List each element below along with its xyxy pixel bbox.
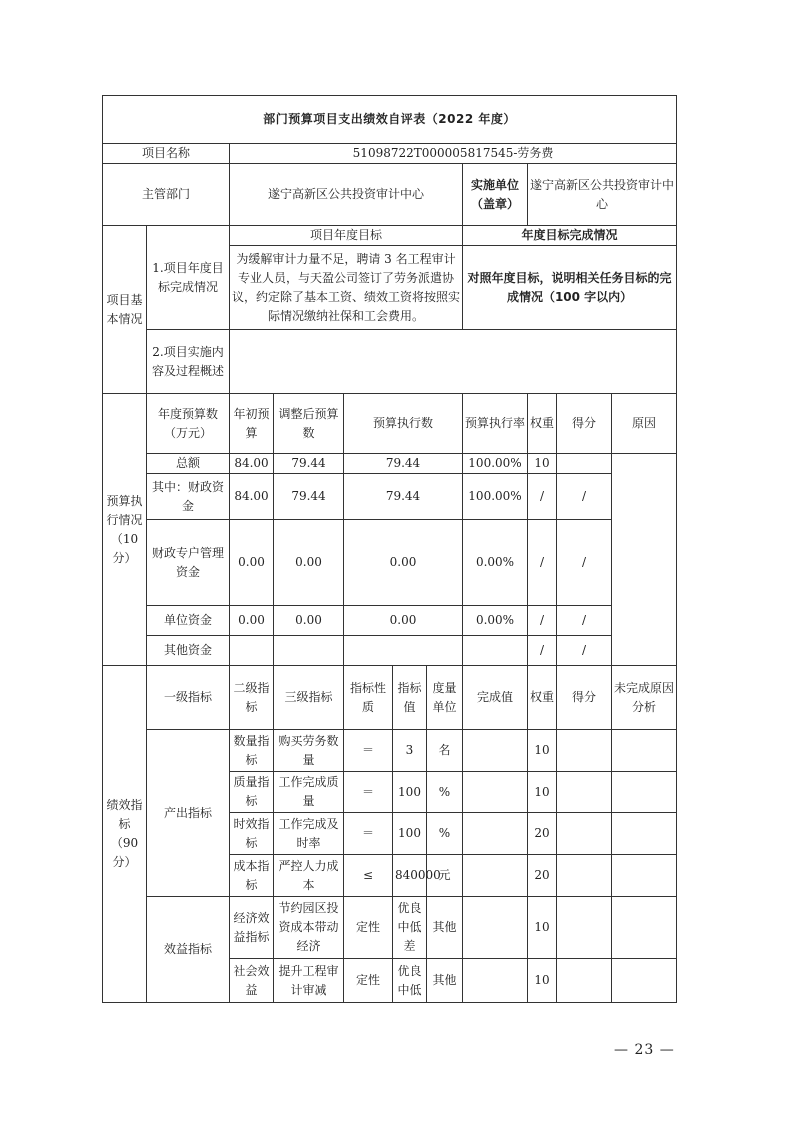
- indicator-unit: %: [427, 772, 463, 813]
- indicator-nature: 定性: [344, 959, 393, 1003]
- dept-label: 主管部门: [103, 164, 230, 226]
- indicator-unit: 其他: [427, 959, 463, 1003]
- budget-header: 预算执行率: [463, 394, 528, 454]
- level2-indicator: 成本指标: [230, 855, 274, 897]
- budget-adjusted: 79.44: [274, 454, 344, 474]
- level3-indicator: 提升工程审计审减: [274, 959, 344, 1003]
- budget-adjusted: 0.00: [274, 606, 344, 636]
- indicator-done: [463, 897, 528, 959]
- indicator-score: [557, 897, 612, 959]
- budget-executed: 79.44: [344, 454, 463, 474]
- perf-header: 度量单位: [427, 666, 463, 730]
- indicator-weight: 10: [528, 959, 557, 1003]
- budget-row-label: 其他资金: [147, 636, 230, 666]
- budget-weight: /: [528, 520, 557, 606]
- indicator-nature: 定性: [344, 897, 393, 959]
- budget-score: /: [557, 636, 612, 666]
- budget-weight: 10: [528, 454, 557, 474]
- indicator-value: 优良中低差: [393, 897, 427, 959]
- implementation-summary-value: [230, 330, 677, 394]
- impl-unit-value: 遂宁高新区公共投资审计中心: [528, 164, 677, 226]
- indicator-score: [557, 959, 612, 1003]
- indicator-reason: [612, 897, 677, 959]
- perf-header: 完成值: [463, 666, 528, 730]
- indicator-reason: [612, 813, 677, 855]
- budget-executed: 0.00: [344, 520, 463, 606]
- indicator-score: [557, 813, 612, 855]
- budget-header: 年初预算: [230, 394, 274, 454]
- budget-section-label: 预算执行情况（10分）: [103, 394, 147, 666]
- indicator-weight: 20: [528, 855, 557, 897]
- perf-header: 三级指标: [274, 666, 344, 730]
- budget-row-label: 其中：财政资金: [147, 474, 230, 520]
- budget-header: 年度预算数（万元）: [147, 394, 230, 454]
- budget-row-label: 财政专户管理资金: [147, 520, 230, 606]
- dept-value: 遂宁高新区公共投资审计中心: [230, 164, 463, 226]
- indicator-done: [463, 855, 528, 897]
- indicator-unit: 元: [427, 855, 463, 897]
- indicator-value: 840000: [393, 855, 427, 897]
- budget-rate: 0.00%: [463, 520, 528, 606]
- budget-rate: 0.00%: [463, 606, 528, 636]
- indicator-score: [557, 730, 612, 772]
- indicator-unit: 名: [427, 730, 463, 772]
- indicator-score: [557, 772, 612, 813]
- budget-score: /: [557, 520, 612, 606]
- benefit-indicator-label: 效益指标: [147, 897, 230, 1003]
- budget-rate: [463, 636, 528, 666]
- budget-weight: /: [528, 636, 557, 666]
- budget-row-label: 单位资金: [147, 606, 230, 636]
- budget-score: /: [557, 606, 612, 636]
- budget-initial: 84.00: [230, 474, 274, 520]
- indicator-reason: [612, 959, 677, 1003]
- budget-adjusted: 0.00: [274, 520, 344, 606]
- completion-text: 对照年度目标，说明相关任务目标的完成情况（100 字以内）: [463, 246, 677, 330]
- indicator-nature: ＝: [344, 772, 393, 813]
- implementation-summary-label: 2.项目实施内容及过程概述: [147, 330, 230, 394]
- level3-indicator: 节约园区投资成本带动经济: [274, 897, 344, 959]
- budget-header: 预算执行数: [344, 394, 463, 454]
- indicator-value: 100: [393, 813, 427, 855]
- budget-header: 权重: [528, 394, 557, 454]
- indicator-value: 100: [393, 772, 427, 813]
- budget-executed: [344, 636, 463, 666]
- level3-indicator: 严控人力成本: [274, 855, 344, 897]
- indicator-score: [557, 855, 612, 897]
- indicator-value: 优良中低: [393, 959, 427, 1003]
- basic-section-label: 项目基本情况: [103, 226, 147, 394]
- budget-score: [557, 454, 612, 474]
- perf-header: 二级指标: [230, 666, 274, 730]
- budget-executed: 0.00: [344, 606, 463, 636]
- completion-column-header: 年度目标完成情况: [463, 226, 677, 246]
- budget-rate: 100.00%: [463, 474, 528, 520]
- goal-completion-label: 1.项目年度目标完成情况: [147, 226, 230, 330]
- perf-header: 未完成原因分析: [612, 666, 677, 730]
- indicator-weight: 20: [528, 813, 557, 855]
- budget-header: 原因: [612, 394, 677, 454]
- budget-initial: 84.00: [230, 454, 274, 474]
- budget-initial: 0.00: [230, 520, 274, 606]
- perf-header: 指标性质: [344, 666, 393, 730]
- budget-weight: /: [528, 474, 557, 520]
- indicator-weight: 10: [528, 730, 557, 772]
- indicator-reason: [612, 772, 677, 813]
- table-title: 部门预算项目支出绩效自评表（2022 年度）: [103, 96, 677, 144]
- annual-goal-text: 为缓解审计力量不足，聘请 3 名工程审计专业人员，与天盈公司签订了劳务派遣协议，约定除了基本工资、绩效工资将按照实际情况缴纳社保和工会费用。: [230, 246, 463, 330]
- level2-indicator: 社会效益: [230, 959, 274, 1003]
- indicator-done: [463, 730, 528, 772]
- indicator-reason: [612, 730, 677, 772]
- level3-indicator: 购买劳务数量: [274, 730, 344, 772]
- goal-column-header: 项目年度目标: [230, 226, 463, 246]
- level3-indicator: 工作完成质量: [274, 772, 344, 813]
- indicator-done: [463, 959, 528, 1003]
- level2-indicator: 质量指标: [230, 772, 274, 813]
- perf-section-label: 绩效指标（90分）: [103, 666, 147, 1003]
- project-name-value: 51098722T000005817545-劳务费: [230, 144, 677, 164]
- budget-adjusted: [274, 636, 344, 666]
- indicator-unit: %: [427, 813, 463, 855]
- project-name-label: 项目名称: [103, 144, 230, 164]
- indicator-weight: 10: [528, 772, 557, 813]
- budget-header: 调整后预算数: [274, 394, 344, 454]
- indicator-nature: ＝: [344, 730, 393, 772]
- budget-score: /: [557, 474, 612, 520]
- budget-weight: /: [528, 606, 557, 636]
- perf-header: 指标值: [393, 666, 427, 730]
- budget-initial: [230, 636, 274, 666]
- perf-header: 权重: [528, 666, 557, 730]
- budget-initial: 0.00: [230, 606, 274, 636]
- page-number: — 23 —: [614, 1042, 675, 1058]
- indicator-nature: ＝: [344, 813, 393, 855]
- perf-header: 得分: [557, 666, 612, 730]
- indicator-weight: 10: [528, 897, 557, 959]
- indicator-nature: ≤: [344, 855, 393, 897]
- budget-row-label: 总额: [147, 454, 230, 474]
- budget-reason: [612, 454, 677, 666]
- budget-header: 得分: [557, 394, 612, 454]
- level3-indicator: 工作完成及时率: [274, 813, 344, 855]
- indicator-value: 3: [393, 730, 427, 772]
- output-indicator-label: 产出指标: [147, 730, 230, 897]
- budget-rate: 100.00%: [463, 454, 528, 474]
- budget-executed: 79.44: [344, 474, 463, 520]
- performance-self-evaluation-table: [102, 95, 677, 1003]
- level2-indicator: 经济效益指标: [230, 897, 274, 959]
- level2-indicator: 时效指标: [230, 813, 274, 855]
- indicator-unit: 其他: [427, 897, 463, 959]
- indicator-done: [463, 813, 528, 855]
- level2-indicator: 数量指标: [230, 730, 274, 772]
- perf-header: 一级指标: [147, 666, 230, 730]
- indicator-done: [463, 772, 528, 813]
- impl-unit-label: 实施单位（盖章）: [463, 164, 528, 226]
- budget-adjusted: 79.44: [274, 474, 344, 520]
- indicator-reason: [612, 855, 677, 897]
